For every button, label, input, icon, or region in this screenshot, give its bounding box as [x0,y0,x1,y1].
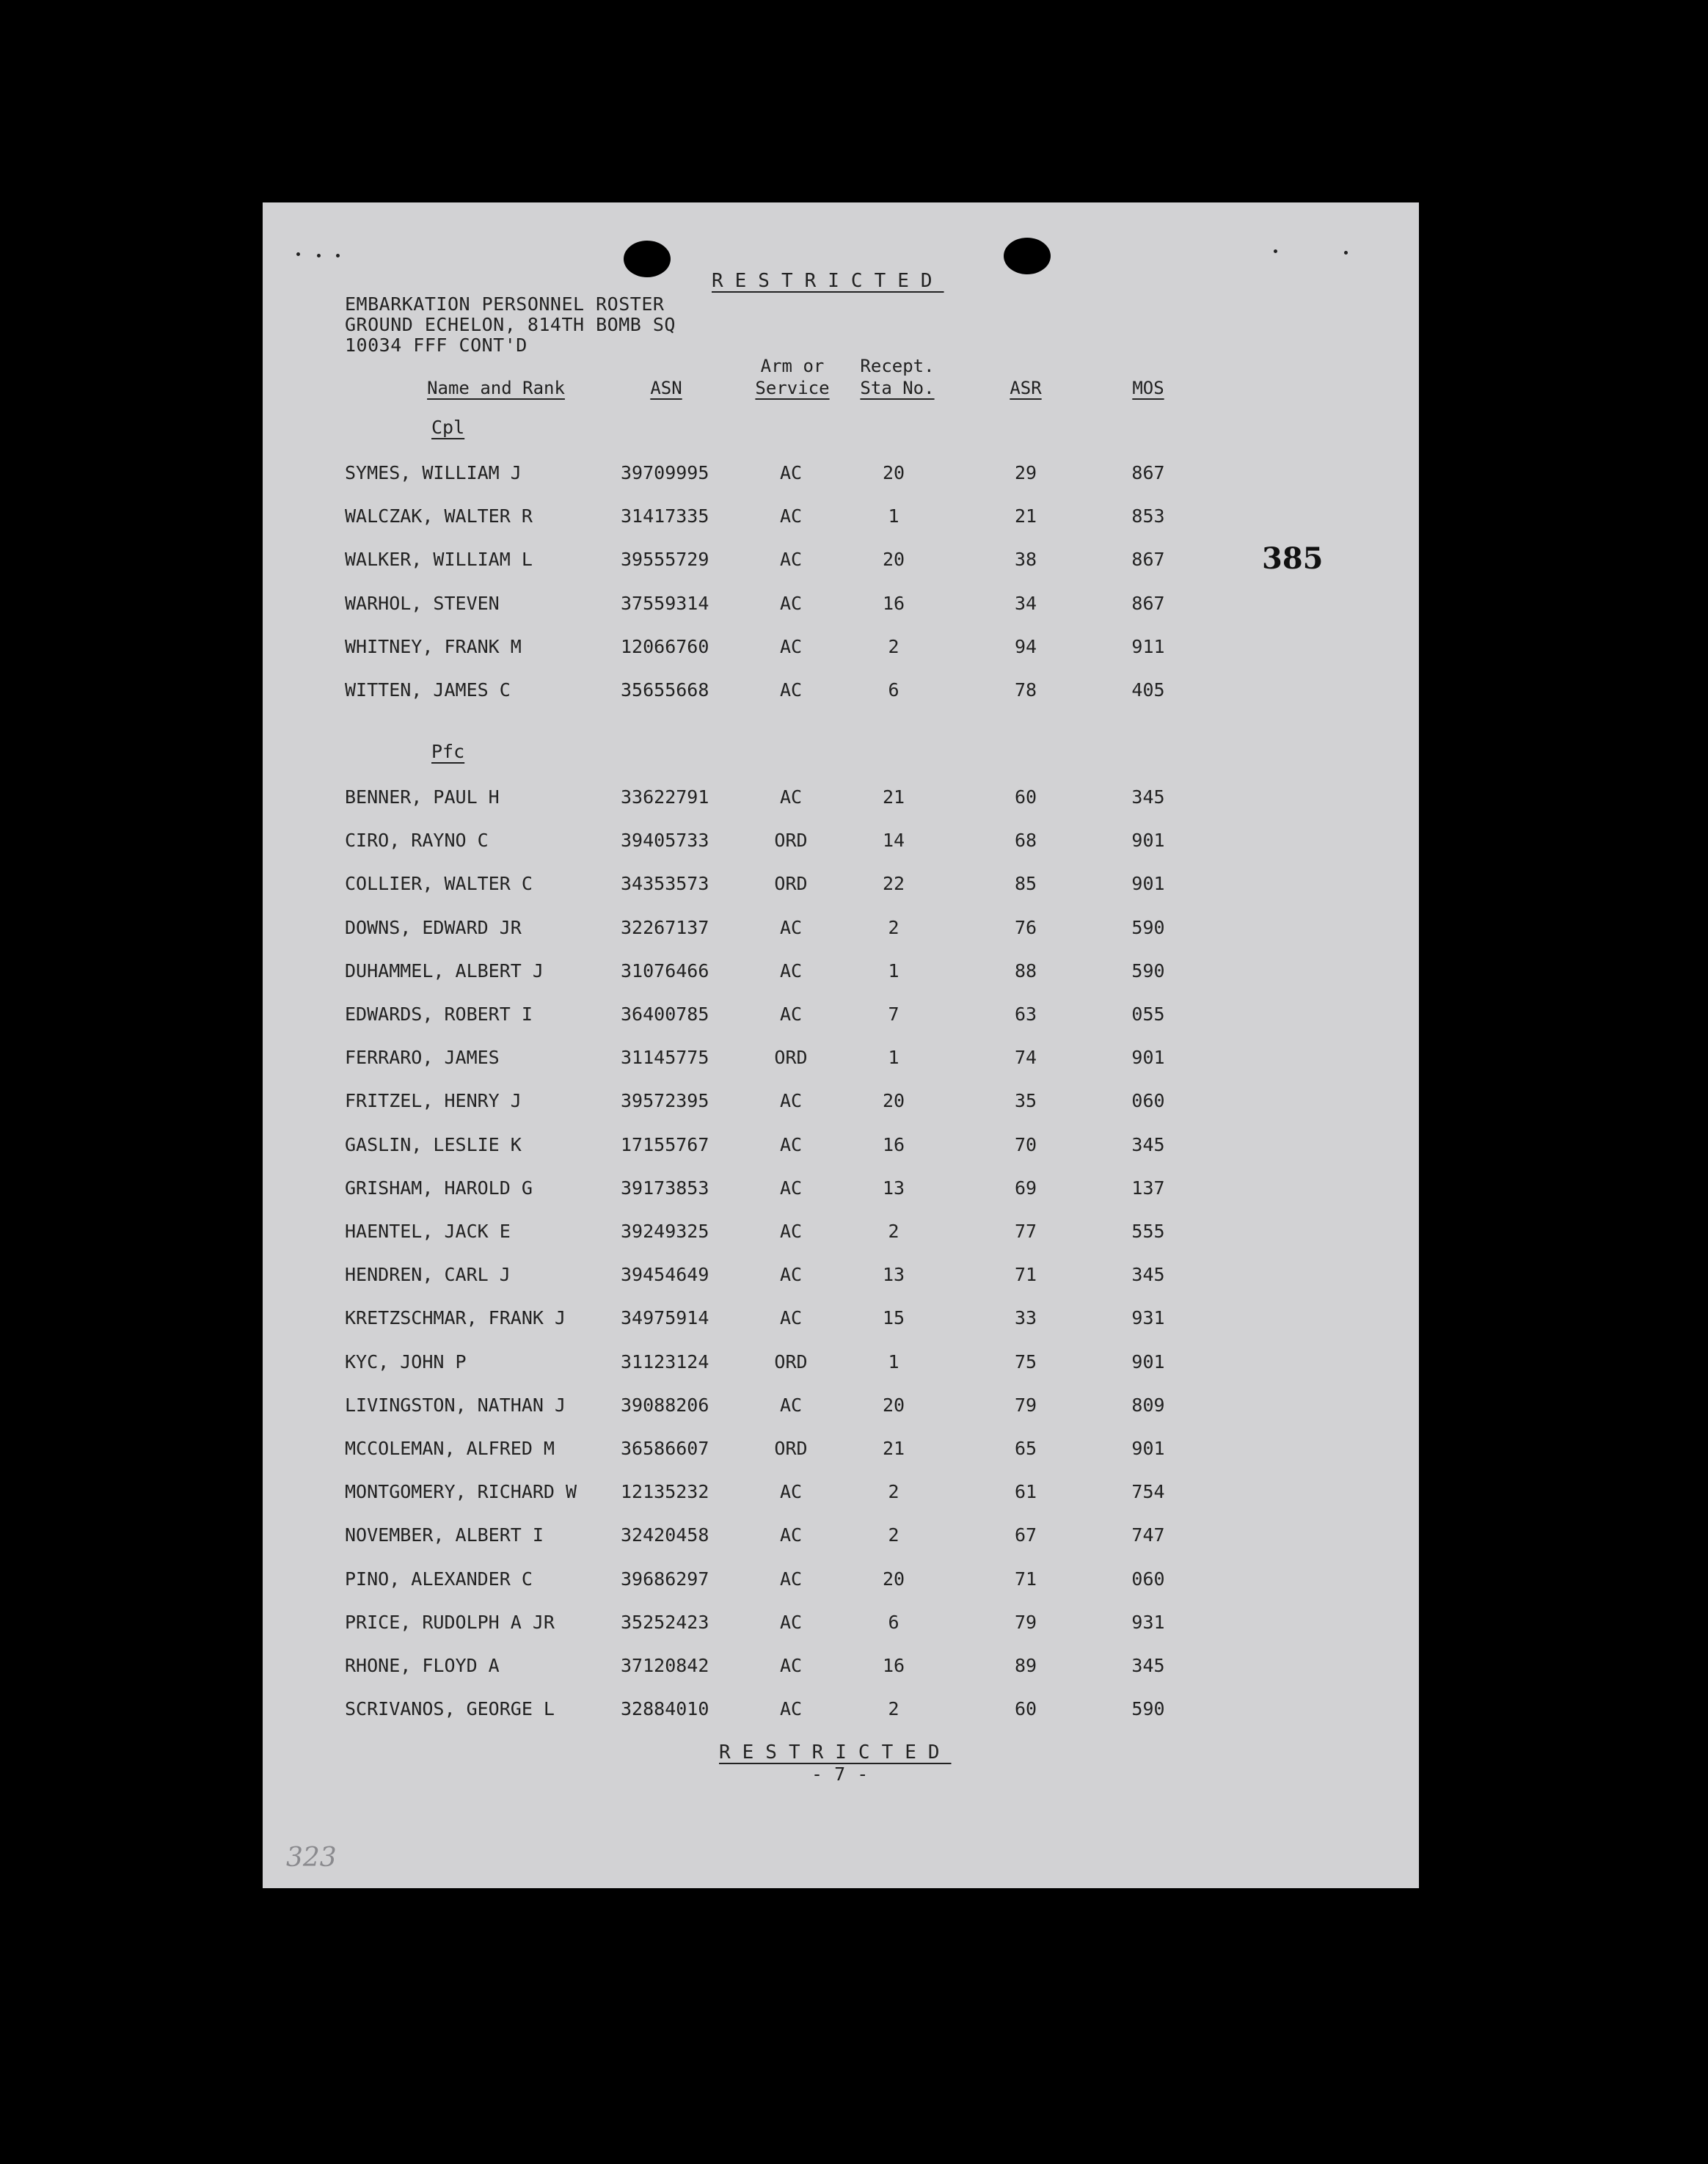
cell-arm: AC [779,679,803,701]
cell-asr: 21 [1014,505,1037,527]
cell-asn: 39405733 [621,830,709,851]
page-number: - 7 - [811,1763,869,1785]
table-row [263,1264,1419,1293]
cell-arm: AC [779,1004,803,1025]
cell-arm: AC [779,1568,803,1590]
cell-asr: 71 [1014,1264,1037,1285]
table-row [263,1394,1419,1424]
cell-asn: 31145775 [621,1047,709,1068]
cell-arm: AC [779,1221,803,1242]
cell-arm: AC [779,1090,803,1111]
cell-name: WALKER, WILLIAM L [345,549,533,570]
cell-mos: 853 [1131,505,1165,527]
table-row [263,1698,1419,1728]
cell-asn: 39249325 [621,1221,709,1242]
cell-name: WITTEN, JAMES C [345,679,511,701]
cell-sta: 20 [882,1568,905,1590]
table-row [263,679,1419,709]
cell-arm: AC [779,593,803,614]
cell-asn: 37120842 [621,1655,709,1676]
roster-title-line3: 10034 FFF CONT'D [345,335,528,356]
cell-name: CIRO, RAYNO C [345,830,489,851]
cell-name: KYC, JOHN P [345,1351,467,1372]
col-header-sta [846,355,949,399]
cell-sta: 2 [888,636,899,657]
cell-mos: 901 [1131,830,1165,851]
roster-title-line1: EMBARKATION PERSONNEL ROSTER [345,293,665,315]
table-row [263,873,1419,902]
cell-mos: 867 [1131,462,1165,483]
cell-sta: 1 [888,1351,899,1372]
cell-sta: 2 [888,917,899,938]
rank-section-label: Pfc [431,741,465,762]
cell-name: WALCZAK, WALTER R [345,505,533,527]
cell-asr: 67 [1014,1524,1037,1546]
cell-asn: 32267137 [621,917,709,938]
cell-arm: AC [779,1524,803,1546]
cell-arm: AC [779,505,803,527]
pencil-note: 323 [286,1843,337,1873]
table-row [263,960,1419,990]
col-header-arm [741,355,844,399]
cell-sta: 16 [882,1134,905,1155]
cell-asn: 36586607 [621,1438,709,1459]
col-header-arm-line1: Arm or [760,356,825,376]
cell-asr: 65 [1014,1438,1037,1459]
cell-asn: 31076466 [621,960,709,982]
restricted-footer: RESTRICTED [719,1741,952,1763]
col-header-arm-line2: Service [755,378,830,398]
table-row [263,1568,1419,1598]
cell-mos: 911 [1131,636,1165,657]
cell-arm: AC [779,786,803,808]
table-row [263,593,1419,622]
cell-sta: 21 [882,1438,905,1459]
table-row [263,830,1419,859]
cell-mos: 754 [1131,1481,1165,1502]
cell-name: FRITZEL, HENRY J [345,1090,522,1111]
cell-arm: AC [779,1655,803,1676]
cell-mos: 345 [1131,1655,1165,1676]
table-row [263,549,1419,578]
cell-asr: 33 [1014,1307,1037,1328]
cell-name: LIVINGSTON, NATHAN J [345,1394,566,1416]
cell-asr: 61 [1014,1481,1037,1502]
cell-sta: 16 [882,593,905,614]
cell-mos: 901 [1131,1047,1165,1068]
cell-arm: AC [779,1612,803,1633]
cell-mos: 590 [1131,1698,1165,1719]
cell-mos: 901 [1131,873,1165,894]
restricted-header: RESTRICTED [712,270,944,292]
cell-mos: 747 [1131,1524,1165,1546]
cell-asn: 34975914 [621,1307,709,1328]
cell-asr: 60 [1014,1698,1037,1719]
roster-page [263,202,1419,1888]
cell-name: KRETZSCHMAR, FRANK J [345,1307,566,1328]
cell-arm: ORD [774,1047,808,1068]
table-row [263,917,1419,946]
cell-asn: 39088206 [621,1394,709,1416]
cell-name: WARHOL, STEVEN [345,593,500,614]
speck [296,252,300,256]
cell-arm: AC [779,1177,803,1199]
cell-arm: AC [779,960,803,982]
cell-sta: 13 [882,1177,905,1199]
table-row [263,1655,1419,1684]
col-header-name: Name and Rank [427,378,565,398]
cell-mos: 060 [1131,1568,1165,1590]
cell-asr: 34 [1014,593,1037,614]
table-row [263,1307,1419,1337]
cell-arm: AC [779,1134,803,1155]
cell-asr: 71 [1014,1568,1037,1590]
cell-name: RHONE, FLOYD A [345,1655,500,1676]
cell-asr: 94 [1014,636,1037,657]
cell-asn: 17155767 [621,1134,709,1155]
cell-asn: 39572395 [621,1090,709,1111]
cell-asn: 37559314 [621,593,709,614]
cell-sta: 1 [888,960,899,982]
cell-arm: ORD [774,830,808,851]
cell-asn: 33622791 [621,786,709,808]
cell-name: NOVEMBER, ALBERT I [345,1524,544,1546]
table-row [263,462,1419,491]
cell-mos: 345 [1131,786,1165,808]
cell-asn: 39709995 [621,462,709,483]
cell-mos: 901 [1131,1351,1165,1372]
cell-asr: 29 [1014,462,1037,483]
cell-mos: 931 [1131,1612,1165,1633]
cell-arm: AC [779,1264,803,1285]
cell-name: EDWARDS, ROBERT I [345,1004,533,1025]
cell-asr: 38 [1014,549,1037,570]
cell-mos: 931 [1131,1307,1165,1328]
cell-sta: 2 [888,1221,899,1242]
cell-arm: AC [779,462,803,483]
cell-mos: 809 [1131,1394,1165,1416]
cell-asr: 70 [1014,1134,1037,1155]
cell-name: SYMES, WILLIAM J [345,462,522,483]
cell-asr: 69 [1014,1177,1037,1199]
punch-hole [1004,238,1051,274]
rank-section-label: Cpl [431,417,465,438]
cell-mos: 055 [1131,1004,1165,1025]
cell-mos: 867 [1131,593,1165,614]
cell-name: MCCOLEMAN, ALFRED M [345,1438,555,1459]
cell-name: PRICE, RUDOLPH A JR [345,1612,555,1633]
cell-sta: 21 [882,786,905,808]
cell-name: DOWNS, EDWARD JR [345,917,522,938]
cell-arm: AC [779,636,803,657]
speck [1344,251,1348,255]
cell-asr: 63 [1014,1004,1037,1025]
cell-asn: 12135232 [621,1481,709,1502]
cell-arm: AC [779,1307,803,1328]
table-row [263,1438,1419,1467]
cell-arm: AC [779,917,803,938]
cell-name: MONTGOMERY, RICHARD W [345,1481,577,1502]
cell-arm: ORD [774,873,808,894]
cell-asr: 79 [1014,1612,1037,1633]
cell-asn: 39173853 [621,1177,709,1199]
cell-sta: 6 [888,1612,899,1633]
cell-name: WHITNEY, FRANK M [345,636,522,657]
col-header-asr: ASR [1010,378,1042,398]
cell-name: PINO, ALEXANDER C [345,1568,533,1590]
cell-asn: 35655668 [621,679,709,701]
table-row [263,1090,1419,1119]
cell-asn: 31123124 [621,1351,709,1372]
cell-asn: 39555729 [621,549,709,570]
cell-name: COLLIER, WALTER C [345,873,533,894]
table-row [263,1177,1419,1207]
cell-sta: 1 [888,1047,899,1068]
cell-sta: 6 [888,679,899,701]
table-row [263,1612,1419,1641]
punch-hole [624,241,671,277]
cell-name: BENNER, PAUL H [345,786,500,808]
cell-asr: 75 [1014,1351,1037,1372]
cell-mos: 345 [1131,1264,1165,1285]
speck [317,254,321,257]
table-row [263,1351,1419,1381]
col-header-sta-line2: Sta No. [860,378,935,398]
cell-name: HAENTEL, JACK E [345,1221,511,1242]
cell-sta: 2 [888,1698,899,1719]
table-row [263,636,1419,665]
cell-mos: 590 [1131,960,1165,982]
cell-asr: 76 [1014,917,1037,938]
cell-name: DUHAMMEL, ALBERT J [345,960,544,982]
cell-sta: 1 [888,505,899,527]
speck [1274,249,1277,253]
cell-sta: 13 [882,1264,905,1285]
cell-asn: 12066760 [621,636,709,657]
cell-mos: 555 [1131,1221,1165,1242]
cell-asn: 32884010 [621,1698,709,1719]
cell-mos: 345 [1131,1134,1165,1155]
cell-sta: 20 [882,462,905,483]
cell-asr: 88 [1014,960,1037,982]
cell-arm: ORD [774,1438,808,1459]
cell-asr: 79 [1014,1394,1037,1416]
stamped-page-number: 385 [1262,541,1324,576]
cell-sta: 20 [882,549,905,570]
cell-asr: 89 [1014,1655,1037,1676]
cell-asn: 31417335 [621,505,709,527]
cell-mos: 060 [1131,1090,1165,1111]
cell-arm: AC [779,549,803,570]
cell-mos: 405 [1131,679,1165,701]
cell-arm: AC [779,1481,803,1502]
table-row [263,1524,1419,1554]
cell-mos: 867 [1131,549,1165,570]
cell-mos: 137 [1131,1177,1165,1199]
cell-sta: 2 [888,1524,899,1546]
cell-asr: 35 [1014,1090,1037,1111]
cell-asr: 77 [1014,1221,1037,1242]
cell-asn: 39686297 [621,1568,709,1590]
cell-asn: 34353573 [621,873,709,894]
cell-sta: 20 [882,1394,905,1416]
cell-asn: 32420458 [621,1524,709,1546]
cell-asr: 60 [1014,786,1037,808]
cell-sta: 20 [882,1090,905,1111]
table-row [263,1004,1419,1033]
cell-sta: 7 [888,1004,899,1025]
cell-name: FERRARO, JAMES [345,1047,500,1068]
cell-arm: AC [779,1394,803,1416]
cell-asr: 85 [1014,873,1037,894]
table-row [263,786,1419,816]
table-row [263,1221,1419,1250]
cell-name: GASLIN, LESLIE K [345,1134,522,1155]
cell-sta: 15 [882,1307,905,1328]
cell-sta: 2 [888,1481,899,1502]
table-row [263,1047,1419,1076]
cell-asn: 36400785 [621,1004,709,1025]
cell-asr: 78 [1014,679,1037,701]
col-header-mos: MOS [1132,378,1164,398]
col-header-asn: ASN [650,378,682,398]
cell-asr: 68 [1014,830,1037,851]
table-row [263,1134,1419,1163]
cell-sta: 16 [882,1655,905,1676]
cell-mos: 590 [1131,917,1165,938]
cell-asn: 35252423 [621,1612,709,1633]
cell-sta: 14 [882,830,905,851]
roster-title-line2: GROUND ECHELON, 814TH BOMB SQ [345,314,676,335]
cell-name: HENDREN, CARL J [345,1264,511,1285]
speck [336,254,340,257]
cell-sta: 22 [882,873,905,894]
cell-asn: 39454649 [621,1264,709,1285]
cell-arm: ORD [774,1351,808,1372]
cell-asr: 74 [1014,1047,1037,1068]
cell-name: GRISHAM, HAROLD G [345,1177,533,1199]
col-header-sta-line1: Recept. [860,356,935,376]
cell-name: SCRIVANOS, GEORGE L [345,1698,555,1719]
cell-mos: 901 [1131,1438,1165,1459]
table-row [263,1481,1419,1510]
table-row [263,505,1419,535]
cell-arm: AC [779,1698,803,1719]
